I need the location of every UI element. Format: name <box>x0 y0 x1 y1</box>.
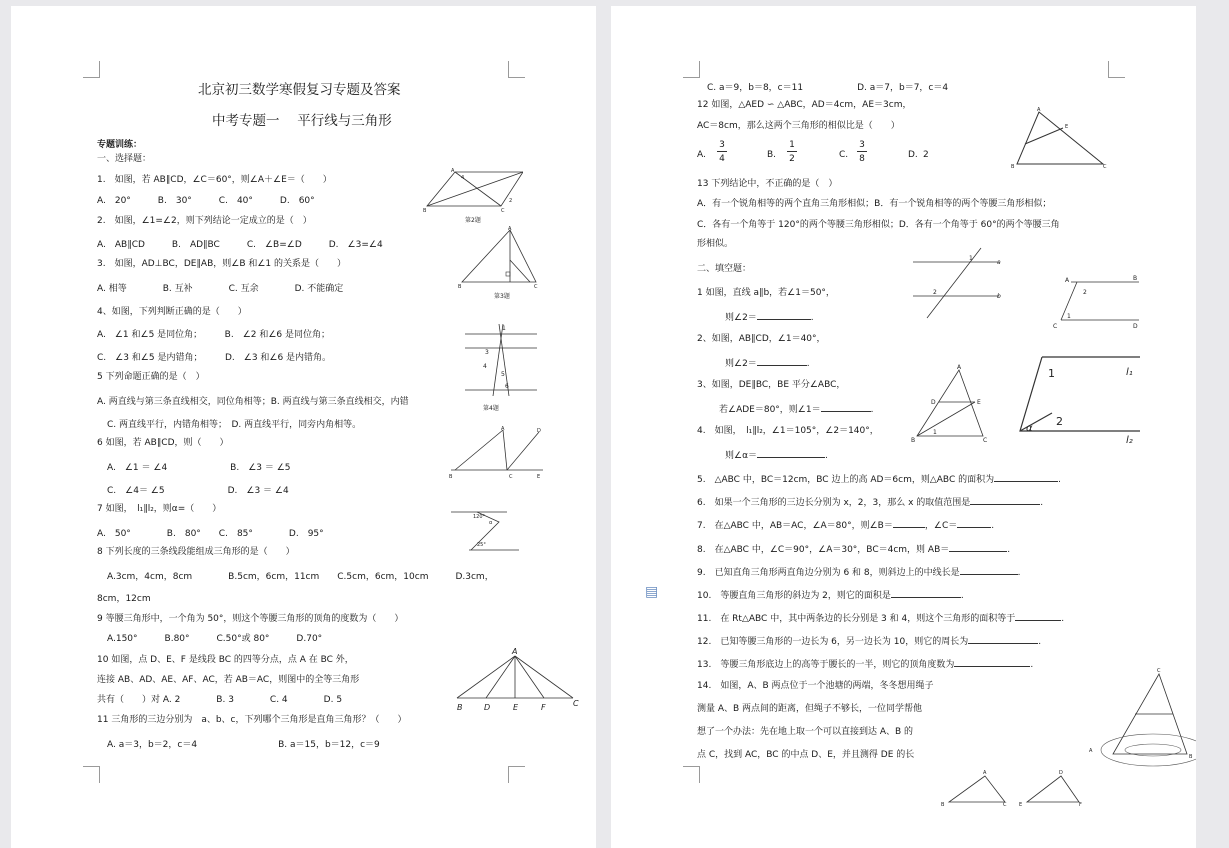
svg-text:C: C <box>1003 802 1007 808</box>
question-text: 2、如图，AB∥CD，∠1＝40°， <box>697 334 826 344</box>
answer-options: C. 两直线平行，内错角相等； D. 两直线平行，同旁内角相等。 <box>107 420 362 430</box>
figure-fill14-triangles <box>941 768 1111 812</box>
svg-text:E: E <box>513 703 519 712</box>
question-text: 2. 如图，∠1=∠2，则下列结论一定成立的是（ ） <box>97 216 312 226</box>
svg-text:2: 2 <box>509 198 513 204</box>
answer-options: C. ∠4＝ ∠5 D. ∠3 ＝ ∠4 <box>107 486 289 496</box>
svg-text:B: B <box>1189 754 1193 760</box>
question-text: 14. 如图，A、B 两点位于一个池塘的两端，冬冬想用绳子 <box>697 681 934 691</box>
question-text: 想了一个办法：先在地上取一个可以直接到达 A、B 的 <box>697 727 914 737</box>
question-text: AC＝8cm，那么这两个三角形的相似比是（ ） <box>697 121 900 131</box>
svg-text:B: B <box>423 208 427 214</box>
answer-options: C．各有一个角等于 120°的两个等腰三角形相似；D．各有一个角等于 60°的两个等腰三角 <box>697 220 1060 230</box>
question-text: 5 下列命题正确的是（ ） <box>97 372 205 382</box>
question-text: 1. 如图，若 AB∥CD，∠C＝60°，则∠A＋∠E＝（ ） <box>97 175 332 185</box>
section-heading: 专题训练： <box>97 140 143 150</box>
svg-text:C: C <box>983 437 988 444</box>
svg-text:2: 2 <box>1056 415 1063 428</box>
answer-options: 8cm，12cm <box>97 594 151 604</box>
figure-caption: 第3题 <box>494 293 510 300</box>
question-text: 3. 如图，AD⊥BC，DE∥AB，则∠B 和∠1 的关系是（ ） <box>97 259 347 269</box>
question-text: 测量 A、B 两点间的距离，但绳子不够长，一位同学帮他 <box>697 704 923 714</box>
svg-text:1: 1 <box>1048 367 1055 380</box>
answer-options: A. a＝3，b＝2，c＝4 B. a＝15，b＝12，c＝9 <box>107 740 380 750</box>
svg-text:l₂: l₂ <box>1126 435 1133 446</box>
answer-options: A. AB∥CD B. AD∥BC C. ∠B=∠D D. ∠3=∠4 <box>97 240 383 250</box>
chapter-title: 中考专题一 平行线与三角形 <box>212 113 392 129</box>
document-page-2 <box>611 6 1196 848</box>
svg-text:l₁: l₁ <box>1126 367 1133 378</box>
figure-fill1 <box>911 246 1005 322</box>
svg-text:A: A <box>1065 277 1070 284</box>
svg-text:E: E <box>1065 124 1069 130</box>
answer-options: A.150° B.80° C.50°或 80° D.70° <box>107 634 323 644</box>
document-menu-icon[interactable]: ▤ <box>645 584 659 600</box>
svg-text:A: A <box>508 226 512 232</box>
svg-text:4: 4 <box>483 363 487 370</box>
svg-text:A: A <box>957 364 962 371</box>
fill-blank: 则∠2＝ . <box>725 356 810 370</box>
question-text: 10 如图，点 D、E、F 是线段 BC 的四等分点，点 A 在 BC 外， <box>97 655 354 665</box>
question-text: 1 如图，直线 a∥b，若∠1＝50°， <box>697 288 835 298</box>
svg-text:F: F <box>1079 802 1082 808</box>
fill-blank: 5. △ABC 中，BC＝12cm，BC 边上的高 AD＝6cm，则△ABC 的面积为 . <box>697 472 1061 486</box>
svg-text:C: C <box>501 208 505 214</box>
fill-blank: 12. 已知等腰三角形的一边长为 6，另一边长为 10，则它的周长为 . <box>697 634 1041 648</box>
svg-text:D: D <box>1133 323 1138 330</box>
crop-mark <box>1108 61 1125 78</box>
question-text: 8 下列长度的三条线段能组成三角形的是（ ） <box>97 547 295 557</box>
figure-q4 <box>463 320 537 414</box>
svg-text:A: A <box>1037 107 1041 113</box>
question-text: 12 如图，△AED ∽ △ABC，AD＝4cm，AE＝3cm， <box>697 100 912 110</box>
svg-text:B: B <box>457 703 463 712</box>
figure-fill2 <box>1043 272 1143 334</box>
question-text: 9 等腰三角形中，一个角为 50°，则这个等腰三角形的顶角的度数为（ ） <box>97 614 404 624</box>
svg-text:b: b <box>997 293 1001 300</box>
svg-text:1: 1 <box>933 429 937 436</box>
svg-text:1: 1 <box>969 255 973 262</box>
fraction-numerator: 3 <box>857 139 867 152</box>
svg-text:B: B <box>1133 275 1138 282</box>
svg-text:D: D <box>931 399 936 406</box>
question-text: 4. 如图， l₁∥l₂，∠1＝105°，∠2＝140°， <box>697 426 879 436</box>
question-text: 13 下列结论中，不正确的是（ ） <box>697 179 838 189</box>
figure-fill3 <box>909 362 991 446</box>
crop-mark <box>683 61 700 78</box>
svg-text:B: B <box>458 284 462 290</box>
svg-text:6: 6 <box>505 383 509 390</box>
svg-text:25°: 25° <box>477 542 486 548</box>
svg-text:E: E <box>977 399 981 406</box>
document-title: 北京初三数学寒假复习专题及答案 <box>198 82 401 98</box>
figure-q12 <box>1011 104 1107 172</box>
svg-text:F: F <box>541 703 546 712</box>
answer-options: 共有（ ）对 A. 2 B. 3 C. 4 D. 5 <box>97 695 343 705</box>
question-text: 7 如图， l₁∥l₂，则α=（ ） <box>97 504 222 514</box>
option-letter: D. <box>908 150 918 160</box>
question-text: 3、如图，DE∥BC，BE 平分∠ABC， <box>697 380 846 390</box>
figure-fill4 <box>1016 351 1144 447</box>
figure-q10 <box>449 642 581 716</box>
question-text: 6 如图，若 AB∥CD，则（ ） <box>97 438 229 448</box>
svg-text:D: D <box>537 428 541 434</box>
section-heading: 二、填空题： <box>697 264 752 274</box>
svg-text:2: 2 <box>933 289 937 296</box>
option-letter: C. <box>839 150 849 160</box>
fill-blank: 9. 已知直角三角形两直角边分别为 6 和 8，则斜边上的中线长是 . <box>697 565 1021 579</box>
answer-options: A. 50° B. 80° C. 85° D. 95° <box>97 529 324 539</box>
svg-text:2: 2 <box>1083 289 1087 296</box>
svg-text:C: C <box>1157 668 1161 674</box>
svg-text:A: A <box>983 770 987 776</box>
svg-text:120°: 120° <box>473 514 486 520</box>
fill-blank: 7. 在△ABC 中，AB＝AC，∠A＝80°，则∠B＝ ，∠C＝ . <box>697 518 994 532</box>
figure-q6 <box>447 424 543 482</box>
answer-options: C. ∠3 和∠5 是内错角； D. ∠3 和∠6 是内错角。 <box>97 353 332 363</box>
fill-blank: 13. 等腰三角形底边上的高等于腰长的一半，则它的顶角度数为 . <box>697 657 1033 671</box>
svg-text:A: A <box>1089 748 1093 754</box>
answer-options: A. ∠1 ＝ ∠4 B. ∠3 ＝ ∠5 <box>107 463 291 473</box>
svg-text:A: A <box>451 168 455 174</box>
option-letter: B. <box>767 150 777 160</box>
fill-blank: 11. 在 Rt△ABC 中，其中两条边的长分别是 3 和 4，则这个三角形的面积等于 . <box>697 611 1064 625</box>
svg-text:A: A <box>501 426 505 432</box>
fraction-numerator: 1 <box>787 139 797 152</box>
question-text: 4、如图，下列判断正确的是（ ） <box>97 307 247 317</box>
svg-text:D: D <box>1059 770 1063 776</box>
svg-text:a: a <box>997 259 1001 266</box>
crop-mark <box>83 61 100 78</box>
svg-text:C: C <box>1053 323 1058 330</box>
figure-q7 <box>447 500 527 560</box>
svg-text:D: D <box>484 703 491 712</box>
fill-blank: 若∠ADE＝80°，则∠1＝ . <box>719 402 873 416</box>
crop-mark <box>508 61 525 78</box>
svg-text:B: B <box>449 474 453 480</box>
svg-text:α: α <box>1026 423 1033 434</box>
svg-text:C: C <box>573 699 579 708</box>
figure-fill14 <box>1087 664 1196 776</box>
fill-blank: 则∠2＝ . <box>725 310 814 324</box>
crop-mark <box>83 766 100 783</box>
figure-caption: 第2题 <box>465 217 481 224</box>
svg-text:B: B <box>911 437 916 444</box>
answer-options: C. a＝9，b＝8，c＝11 D. a＝7，b＝7，c＝4 <box>707 83 949 93</box>
figure-caption: 第4题 <box>483 405 499 412</box>
svg-text:4: 4 <box>461 175 465 181</box>
svg-text:B: B <box>1011 164 1015 170</box>
svg-text:C: C <box>509 474 513 480</box>
fraction-numerator: 3 <box>717 139 727 152</box>
fill-blank: 8. 在△ABC 中，∠C＝90°，∠A＝30°，BC＝4cm，则 AB＝ . <box>697 542 1010 556</box>
fraction-denominator: 2 <box>789 154 795 164</box>
crop-mark <box>683 766 700 783</box>
figure-q2 <box>423 164 523 226</box>
figure-q3 <box>458 224 538 302</box>
svg-text:E: E <box>537 474 541 480</box>
answer-options: A. ∠1 和∠5 是同位角； B. ∠2 和∠6 是同位角； <box>97 330 331 340</box>
svg-text:α: α <box>489 520 493 526</box>
fill-blank: 6. 如果一个三角形的三边长分别为 x，2，3，那么 x 的取值范围是 . <box>697 495 1043 509</box>
question-text: 连接 AB、AD、AE、AF、AC，若 AB＝AC，则图中的全等三角形 <box>97 675 360 685</box>
document-page-1 <box>11 6 596 848</box>
crop-mark <box>508 766 525 783</box>
answer-options: 形相似。 <box>697 239 734 249</box>
svg-text:C: C <box>534 284 538 290</box>
svg-text:B: B <box>941 802 945 808</box>
svg-text:5: 5 <box>501 371 505 378</box>
svg-text:E: E <box>1019 802 1023 808</box>
fraction-denominator: 8 <box>859 154 865 164</box>
fill-blank: 则∠α＝ . <box>725 448 828 462</box>
answer-options: A. 相等 B. 互补 C. 互余 D. 不能确定 <box>97 284 344 294</box>
answer-options: A．有一个锐角相等的两个直角三角形相似；B．有一个锐角相等的两个等腰三角形相似； <box>697 199 1052 209</box>
answer-options: A. 20° B. 30° C. 40° D. 60° <box>97 196 315 206</box>
svg-text:1: 1 <box>1067 313 1071 320</box>
fraction-denominator: 4 <box>719 154 725 164</box>
answer-options: A. 两直线与第三条直线相交，同位角相等；B. 两直线与第三条直线相交，内错 <box>97 397 409 407</box>
section-heading: 一、选择题： <box>97 154 152 164</box>
answer-options: A.3cm，4cm，8cm B.5cm，6cm，11cm C.5cm，6cm，10cm D.3cm， <box>107 572 494 582</box>
svg-text:A: A <box>512 647 518 656</box>
fill-blank: 10. 等腰直角三角形的斜边为 2，则它的面积是 . <box>697 588 964 602</box>
option-letter: A. <box>697 150 706 160</box>
svg-text:3: 3 <box>485 349 489 356</box>
svg-text:C: C <box>1103 164 1107 170</box>
question-text: 点 C，找到 AC，BC 的中点 D、E，并且测得 DE 的长 <box>697 750 915 760</box>
question-text: 11 三角形的三边分别为 a、b、c，下列哪个三角形是直角三角形？（ ） <box>97 715 407 725</box>
option-value: 2 <box>923 150 929 160</box>
svg-text:1: 1 <box>502 325 506 332</box>
